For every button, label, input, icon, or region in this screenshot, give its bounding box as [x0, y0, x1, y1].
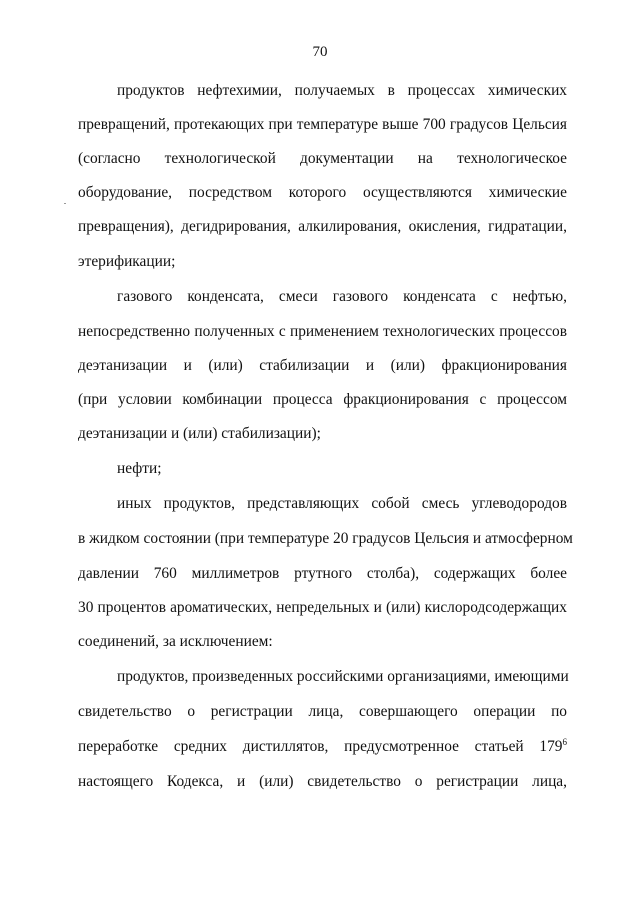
text-line: непосредственно полученных с применением технологических процессов: [78, 323, 567, 340]
text-line: 30 процентов ароматических, непредельных и (или) кислородсодержащих: [78, 599, 567, 616]
text-line: (согласно технологической документации на технологическое: [78, 150, 567, 167]
text-line: иных продуктов, представляющих собой смесь углеводородов: [117, 495, 567, 512]
text-line: свидетельство о регистрации лица, совершающего операции по: [78, 703, 567, 720]
text-line: в жидком состоянии (при температуре 20 градусов Цельсия и атмосферном: [78, 530, 573, 547]
text-line: деэтанизации и (или) стабилизации);: [78, 425, 321, 442]
page-number: 70: [312, 44, 328, 60]
scan-mark: [64, 203, 66, 204]
text-line: (при условии комбинации процесса фракционирования с процессом: [78, 391, 567, 408]
text-line: соединений, за исключением:: [78, 633, 273, 650]
text-line: деэтанизации и (или) стабилизации и (или) фракционирования: [78, 357, 567, 374]
text-line: настоящего Кодекса, и (или) свидетельство о регистрации лица,: [78, 773, 567, 790]
text-line: давлении 760 миллиметров ртутного столба), содержащих более: [78, 565, 567, 582]
superscript: 6: [562, 737, 567, 747]
text-line: газового конденсата, смеси газового конденсата с нефтью,: [117, 288, 567, 305]
text-line: превращения), дегидрирования, алкилирования, окисления, гидратации,: [78, 218, 567, 235]
text-line: оборудование, посредством которого осуществляются химические: [78, 184, 567, 201]
text-line: [78, 737, 567, 757]
text-line: продуктов нефтехимии, получаемых в процессах химических: [117, 82, 567, 99]
text-line: превращений, протекающих при температуре выше 700 градусов Цельсия: [78, 116, 567, 133]
text-line: нефти;: [117, 460, 162, 477]
text-line-content: переработке средних дистиллятов, предусмотренное статьей 179: [78, 738, 563, 755]
text-line: продуктов, произведенных российскими организациями, имеющими: [117, 668, 569, 685]
text-line: этерификации;: [78, 253, 176, 270]
